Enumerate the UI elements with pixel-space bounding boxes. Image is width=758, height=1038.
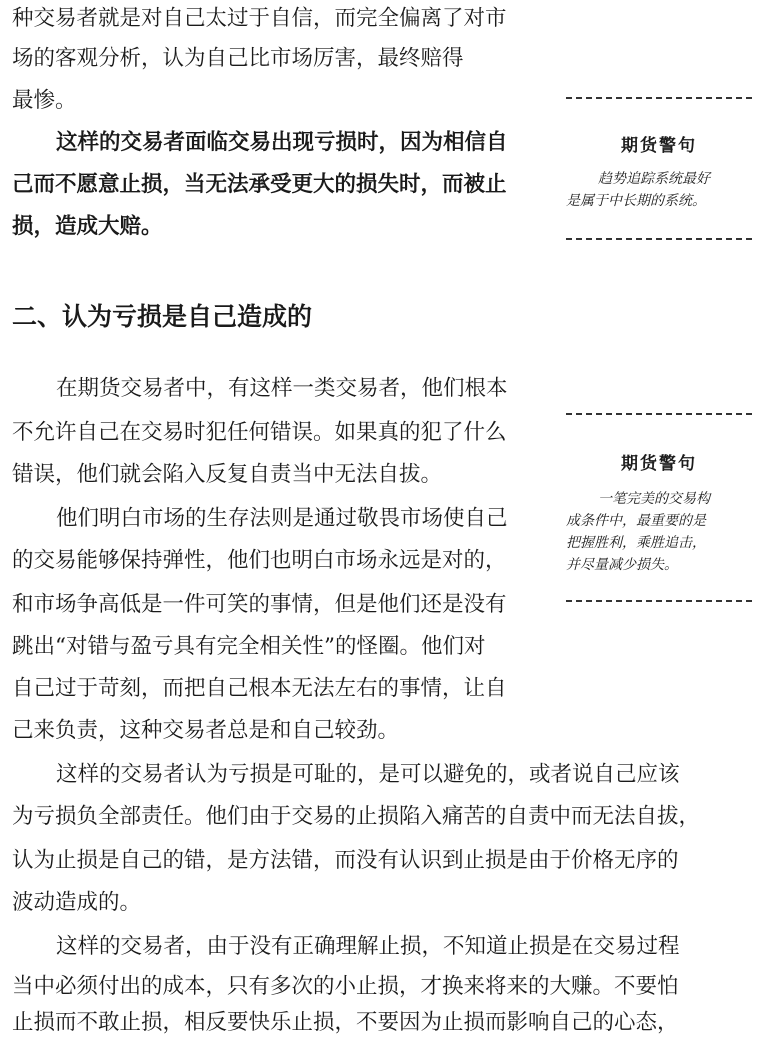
sidebar-line: 并尽量减少损失。 (566, 557, 678, 573)
body-text-line: 和市场争高低是一件可笑的事情，但是他们还是没有 (12, 592, 507, 617)
body-text-line: 认为止损是自己的错，是方法错，而没有认识到止损是由于价格无序的 (12, 848, 679, 873)
dashed-divider (566, 238, 752, 240)
dashed-divider (566, 413, 752, 415)
sidebar-line: 趋势追踪系统最好 (598, 171, 710, 187)
dashed-divider (566, 600, 752, 602)
body-text-line: 止损而不敢止损，相反要快乐止损，不要因为止损而影响自己的心态， (12, 1010, 679, 1035)
section-heading: 二、认为亏损是自己造成的 (12, 302, 313, 331)
sidebar-body (566, 168, 752, 212)
body-text-line: 自己过于苛刻，而把自己根本无法左右的事情，让自 (12, 676, 507, 701)
body-text-line: 错误，他们就会陷入反复自责当中无法自拔。 (12, 462, 443, 487)
body-text-line: 最惨。 (12, 88, 77, 113)
body-text-line: 场的客观分析，认为自己比市场厉害，最终赔得 (12, 46, 464, 71)
sidebar-line: 把握胜利，乘胜追击， (566, 535, 706, 551)
body-text-line: 波动造成的。 (12, 890, 142, 915)
body-text-line: 在期货交易者中，有这样一类交易者，他们根本 (56, 376, 508, 401)
body-text-line: 种交易者就是对自己太过于自信，而完全偏离了对市 (12, 6, 507, 31)
body-text-line: 的交易能够保持弹性，他们也明白市场永远是对的， (12, 548, 507, 573)
sidebar-line: 是属于中长期的系统。 (566, 193, 706, 209)
sidebar-title: 期货警句 (621, 136, 697, 156)
sidebar-title: 期货警句 (621, 454, 697, 474)
dashed-divider (566, 97, 752, 99)
body-text-line: 跳出“对错与盈亏具有完全相关性”的怪圈。他们对 (12, 634, 486, 659)
bold-text-line: 这样的交易者面临交易出现亏损时，因为相信自 (56, 130, 508, 155)
sidebar-quote-box (566, 97, 752, 240)
body-text-line: 这样的交易者认为亏损是可耻的，是可以避免的，或者说自己应该 (56, 762, 680, 787)
body-text-line: 为亏损负全部责任。他们由于交易的止损陷入痛苦的自责中而无法自拔， (12, 804, 701, 829)
sidebar-quote-box (566, 413, 752, 602)
bold-text-line: 损，造成大赔。 (12, 214, 163, 239)
body-text-line: 他们明白市场的生存法则是通过敬畏市场使自己 (56, 506, 508, 531)
body-text-line: 己来负责，这种交易者总是和自己较劲。 (12, 718, 400, 743)
sidebar-line: 成条件中，最重要的是 (566, 513, 706, 529)
sidebar-line: 一笔完美的交易构 (598, 491, 710, 507)
body-text-line: 当中必须付出的成本，只有多次的小止损，才换来将来的大赚。不要怕 (12, 974, 679, 999)
bold-text-line: 己而不愿意止损，当无法承受更大的损失时，而被止 (12, 172, 507, 197)
body-text-line: 不允许自己在交易时犯任何错误。如果真的犯了什么 (12, 420, 507, 445)
body-text-line: 这样的交易者，由于没有正确理解止损，不知道止损是在交易过程 (56, 934, 680, 959)
sidebar-body (566, 488, 752, 576)
